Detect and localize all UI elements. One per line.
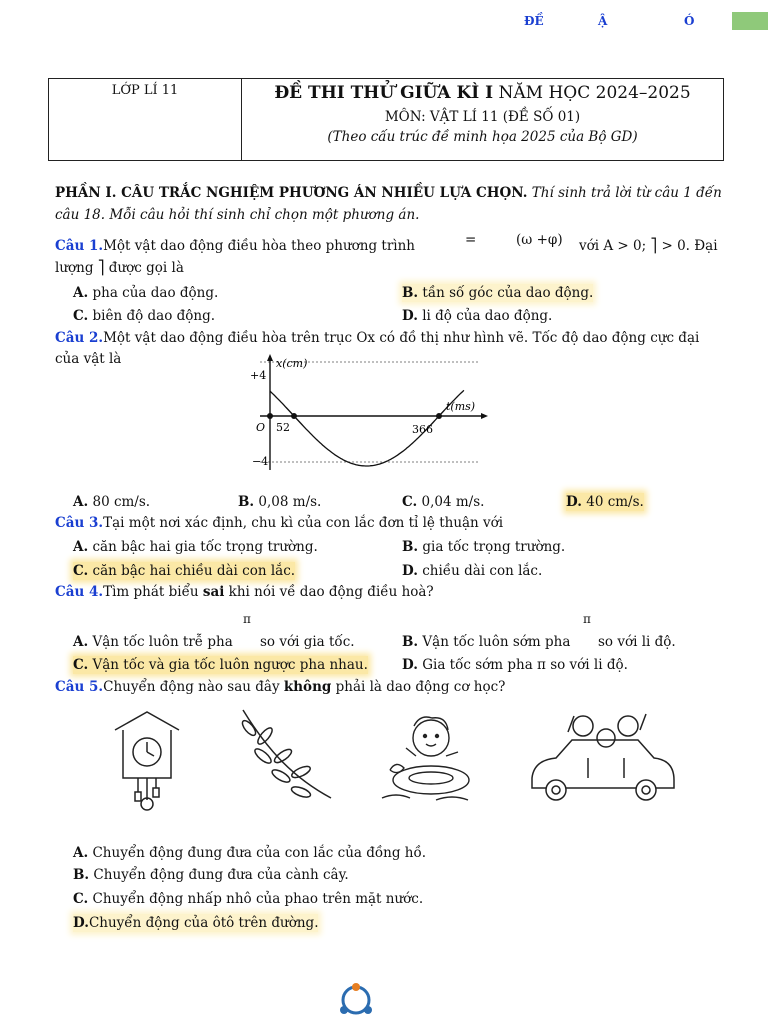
graph-ylabel: x(cm) (276, 357, 308, 370)
q3-option-d-text: chiều dài con lắc. (417, 563, 543, 579)
graph-tlabel-366: 366 (412, 423, 433, 436)
graph-xlabel: t(ms) (446, 400, 476, 413)
q1-eq-phase: (ω +φ) (516, 232, 563, 248)
q3-option-a-letter: A. (73, 539, 89, 555)
q2-option-a-letter: A. (73, 494, 89, 510)
q4-text-b: khi nói về dao động điều hoà? (224, 584, 434, 600)
q2-option-d-text: 40 cm/s. (581, 494, 644, 510)
q5-stem (55, 678, 505, 696)
part1-instr-b: câu 18. Mỗi câu hỏi thí sinh chỉ chọn một phương án. (55, 207, 420, 223)
q2-line2: của vật là (55, 351, 122, 367)
q3-text: Tại một nơi xác định, chu kì của con lắc đơn tỉ lệ thuận với (103, 515, 504, 531)
cuckoo-clock-image (110, 708, 185, 813)
graph-curve (270, 390, 464, 466)
q4-option-b-text: Vận tốc luôn sớm pha (418, 634, 571, 650)
q4-label: Câu 4. (55, 584, 104, 600)
q1-eq-sign: = (465, 232, 477, 248)
q4-option-a-letter: A. (73, 634, 89, 650)
graph-tlabel-52: 52 (276, 421, 290, 434)
exam-subject: MÔN: VẬT LÍ 11 (ĐỀ SỐ 01) (384, 109, 581, 125)
q4-option-c-text: Vận tốc và gia tốc luôn ngược pha nhau. (88, 657, 368, 673)
q3-option-c-text: căn bậc hai chiều dài con lắc. (88, 563, 296, 579)
q3-option-d[interactable] (402, 562, 542, 580)
q5-option-a-text: Chuyển động đung đưa của con lắc của đồng hồ. (88, 845, 427, 861)
q3-option-c[interactable] (73, 562, 295, 580)
q4-option-a[interactable] (73, 633, 233, 651)
q2-option-a[interactable] (73, 493, 150, 511)
top-accent-block (732, 12, 768, 30)
part1-heading: PHẦN I. CÂU TRẮC NGHIỆM PHƯƠNG ÁN NHIỀU LỰA CHỌN. (55, 185, 528, 201)
top-text-2: Ậ (598, 14, 608, 28)
exam-title-bold: ĐỀ THI THỬ GIỮA KÌ I (274, 83, 494, 103)
q4-option-c-letter: C. (73, 657, 89, 673)
tree-branch-image (235, 706, 335, 801)
q1-tail: với A > 0; ⎤ > 0. Đại (579, 238, 718, 254)
graph-point-52 (291, 413, 297, 419)
q5-option-c[interactable] (73, 890, 423, 908)
q5-text-bold: không (283, 679, 332, 695)
q5-option-d-text: Chuyển động của ôtô trên đường. (88, 915, 319, 931)
q3-option-d-letter: D. (402, 563, 418, 579)
q4-pi-a: π (243, 612, 251, 626)
q1-stem (55, 237, 415, 255)
q3-option-c-letter: C. (73, 563, 89, 579)
q4-option-b-letter: B. (402, 634, 419, 650)
q4-option-d-letter: D. (402, 657, 418, 673)
q1-option-c[interactable] (73, 307, 215, 325)
class-cell (49, 79, 242, 161)
footer-logo (336, 982, 376, 1018)
q4-option-b[interactable] (402, 633, 570, 651)
q5-text-b: phải là dao động cơ học? (331, 679, 506, 695)
q4-pi-b: π (583, 612, 591, 626)
q4-option-a-text: Vận tốc luôn trễ pha (88, 634, 233, 650)
q3-stem (55, 514, 503, 532)
q2-option-b[interactable] (238, 493, 321, 511)
q1-option-a[interactable] (73, 284, 218, 302)
graph-point-366 (436, 413, 442, 419)
q1-option-c-letter: C. (73, 308, 89, 324)
graph-ytick-top: +4 (250, 369, 267, 382)
q1-line2: lượng ⎤ được gọi là (55, 260, 184, 276)
q2-option-d[interactable] (566, 493, 644, 511)
q2-option-c-text: 0,04 m/s. (417, 494, 485, 510)
q2-stem (55, 329, 699, 347)
q1-option-b[interactable] (402, 284, 593, 302)
exam-note: (Theo cấu trúc đề minh họa 2025 của Bộ GD) (327, 129, 638, 145)
q5-option-d-letter: D. (73, 915, 89, 931)
q5-option-d[interactable] (73, 914, 318, 932)
q1-option-b-text: tần số góc của dao động. (418, 285, 594, 301)
q3-option-b-letter: B. (402, 539, 419, 555)
q4-option-a-tail: so với gia tốc. (260, 634, 355, 650)
q5-option-c-text: Chuyển động nhấp nhô của phao trên mặt nước. (88, 891, 424, 907)
part1-instr-line2 (55, 206, 419, 224)
exam-title-rest: NĂM HỌC 2024–2025 (493, 83, 691, 103)
q4-stem (55, 583, 434, 601)
q1-text: Một vật dao động điều hòa theo phương trình (103, 238, 415, 254)
q2-option-c[interactable] (402, 493, 484, 511)
q5-option-a[interactable] (73, 844, 426, 862)
q4-option-d-text: Gia tốc sớm pha π so với li độ. (417, 657, 628, 673)
q2-graph (240, 352, 490, 472)
top-text-3: Ó (684, 14, 695, 28)
q2-option-b-text: 0,08 m/s. (254, 494, 322, 510)
q3-label: Câu 3. (55, 515, 104, 531)
q1-option-c-text: biên độ dao động. (88, 308, 216, 324)
q4-text-a: Tìm phát biểu (103, 584, 203, 600)
q4-option-c[interactable] (73, 656, 368, 674)
q2-option-a-text: 80 cm/s. (88, 494, 151, 510)
q5-option-b[interactable] (73, 866, 349, 884)
graph-origin-label: O (256, 421, 266, 434)
title-cell (242, 79, 724, 161)
graph-ytick-bottom: −4 (252, 455, 269, 468)
q2-option-c-letter: C. (402, 494, 418, 510)
q1-label: Câu 1. (55, 238, 104, 254)
q3-option-b-text: gia tốc trọng trường. (418, 539, 566, 555)
exam-title (243, 83, 722, 103)
q3-option-a[interactable] (73, 538, 318, 556)
q2-option-d-letter: D. (566, 494, 582, 510)
q2-option-b-letter: B. (238, 494, 255, 510)
q5-option-a-letter: A. (73, 845, 89, 861)
float-child-image (376, 712, 476, 804)
q5-option-b-text: Chuyển động đung đưa của cành cây. (89, 867, 349, 883)
q1-option-d-letter: D. (402, 308, 418, 324)
q5-option-c-letter: C. (73, 891, 89, 907)
q1-option-d-text: li độ của dao động. (417, 308, 553, 324)
q3-option-a-text: căn bậc hai gia tốc trọng trường. (88, 539, 318, 555)
part1-instr-a: Thí sinh trả lời từ câu 1 đến (527, 185, 722, 201)
graph-y-arrow (267, 354, 273, 361)
q5-text-a: Chuyển động nào sau đây (103, 679, 284, 695)
exam-header (48, 78, 724, 161)
q1-option-b-letter: B. (402, 285, 419, 301)
car-family-image (528, 708, 678, 808)
q1-option-a-text: pha của dao động. (88, 285, 219, 301)
q1-option-d[interactable] (402, 307, 552, 325)
graph-origin-point (267, 413, 273, 419)
q3-option-b[interactable] (402, 538, 565, 556)
graph-x-arrow (481, 413, 488, 419)
q4-option-b-tail: so với li độ. (598, 634, 676, 650)
footer-logo-dot-top (352, 983, 360, 991)
q5-option-b-letter: B. (73, 867, 90, 883)
q2-text: Một vật dao động điều hòa trên trục Ox có đồ thị như hình vẽ. Tốc độ dao động cực đại (103, 330, 700, 346)
q4-option-d[interactable] (402, 656, 628, 674)
q5-label: Câu 5. (55, 679, 104, 695)
q1-option-a-letter: A. (73, 285, 89, 301)
footer-logo-dot-left (340, 1006, 348, 1014)
class-label: LỚP LÍ 11 (111, 83, 179, 98)
q2-label: Câu 2. (55, 330, 104, 346)
q4-text-bold: sai (202, 584, 225, 600)
part1-heading-line (55, 184, 722, 202)
footer-logo-dot-right (364, 1006, 372, 1014)
top-text-1: ĐỀ (524, 14, 544, 28)
